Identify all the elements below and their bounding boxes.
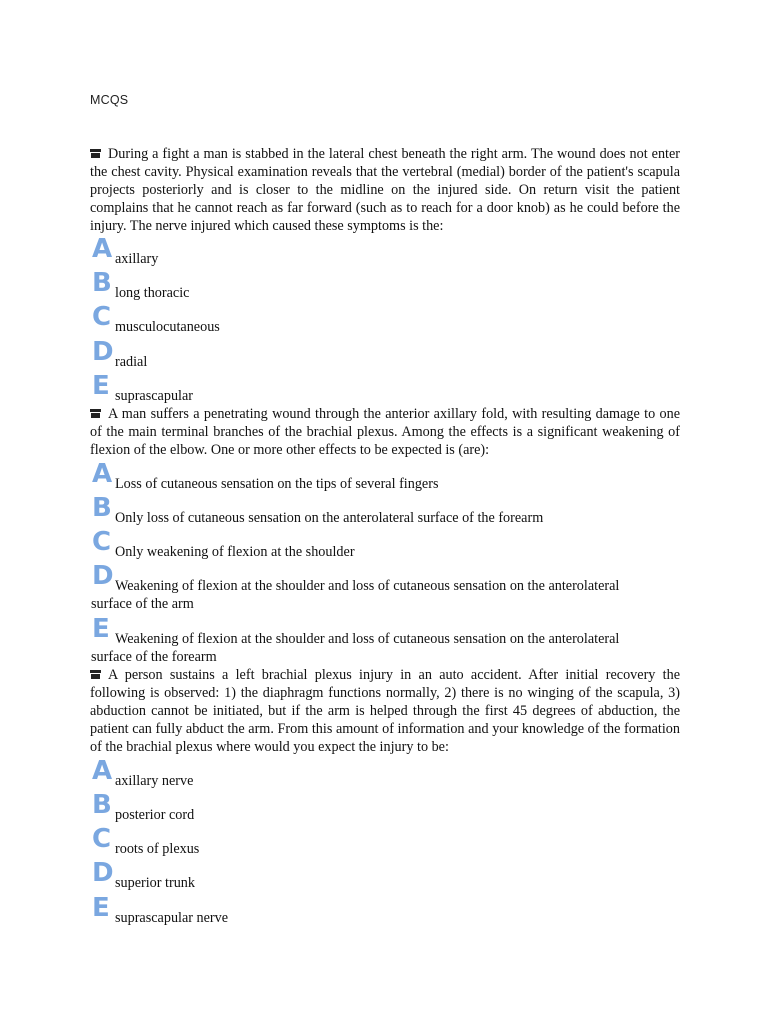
- box-bullet-icon: [90, 409, 101, 418]
- option-text: axillary: [115, 251, 159, 267]
- question-3: [90, 666, 680, 756]
- option-text: Weakening of flexion at the shoulder and loss of cutaneous sensation on the anterolateral surface of the forearm: [91, 631, 620, 665]
- option-text: Only loss of cutaneous sensation on the anterolateral surface of the forearm: [115, 510, 544, 526]
- question-1: [90, 145, 680, 235]
- letter-d-icon: D: [92, 337, 114, 367]
- option-text: Weakening of flexion at the shoulder and loss of cutaneous sensation on the anterolateral surface of the arm: [91, 578, 620, 612]
- option-text: musculocutaneous: [115, 319, 220, 335]
- box-bullet-icon: [90, 149, 101, 158]
- option-text: roots of plexus: [115, 841, 200, 857]
- option-text: axillary nerve: [115, 773, 194, 789]
- letter-a-icon: A: [92, 234, 113, 264]
- letter-b-icon: B: [92, 493, 112, 523]
- letter-e-icon: E: [92, 893, 110, 923]
- question-2-text: A man suffers a penetrating wound through the anterior axillary fold, with resulting damage to one of the main terminal branches of the brachial plexus. Among the effects is a significant weakening of flexion of the elbow. One or more other effects to be expected is (are):: [90, 406, 680, 458]
- letter-b-icon: B: [92, 268, 112, 298]
- letter-d-icon: D: [92, 561, 114, 591]
- letter-d-icon: D: [92, 858, 114, 888]
- option-text: superior trunk: [115, 875, 195, 891]
- option-text: suprascapular: [115, 388, 193, 404]
- box-bullet-icon: [90, 670, 101, 679]
- letter-a-icon: A: [92, 459, 113, 489]
- option-text: Loss of cutaneous sensation on the tips of several fingers: [115, 476, 439, 492]
- letter-e-icon: E: [92, 614, 110, 644]
- question-1-text: During a fight a man is stabbed in the lateral chest beneath the right arm. The wound does not enter the chest cavity. Physical examination reveals that the vertebral (medial) border of the patient's scapula projects posteriorly and is closer to the midline on the injured side. On return visit the patient complains that he cannot reach as far forward (such as to reach for a door knob) as he could before the injury. The nerve injured which caused these symptoms is the:: [90, 146, 680, 234]
- page-heading: MCQS: [90, 93, 129, 107]
- option-text: radial: [115, 354, 148, 370]
- letter-c-icon: C: [92, 527, 112, 557]
- option-text: suprascapular nerve: [115, 910, 229, 926]
- letter-c-icon: C: [92, 824, 112, 854]
- option-text: posterior cord: [115, 807, 195, 823]
- question-2: [90, 405, 680, 459]
- option-text: Only weakening of flexion at the shoulder: [115, 544, 355, 560]
- letter-e-icon: E: [92, 371, 110, 401]
- letter-b-icon: B: [92, 790, 112, 820]
- letter-c-icon: C: [92, 302, 112, 332]
- option-text: long thoracic: [115, 285, 190, 301]
- letter-a-icon: A: [92, 756, 113, 786]
- question-3-text: A person sustains a left brachial plexus injury in an auto accident. After initial recovery the following is observed: 1) the diaphragm functions normally, 2) there is no winging of the scapula, 3) abduction cannot be initiated, but if the arm is helped through the first 45 degrees of abduction, the patient can fully abduct the arm. From this amount of information and your knowledge of the formation of the brachial plexus where would you expect the injury to be:: [90, 667, 680, 755]
